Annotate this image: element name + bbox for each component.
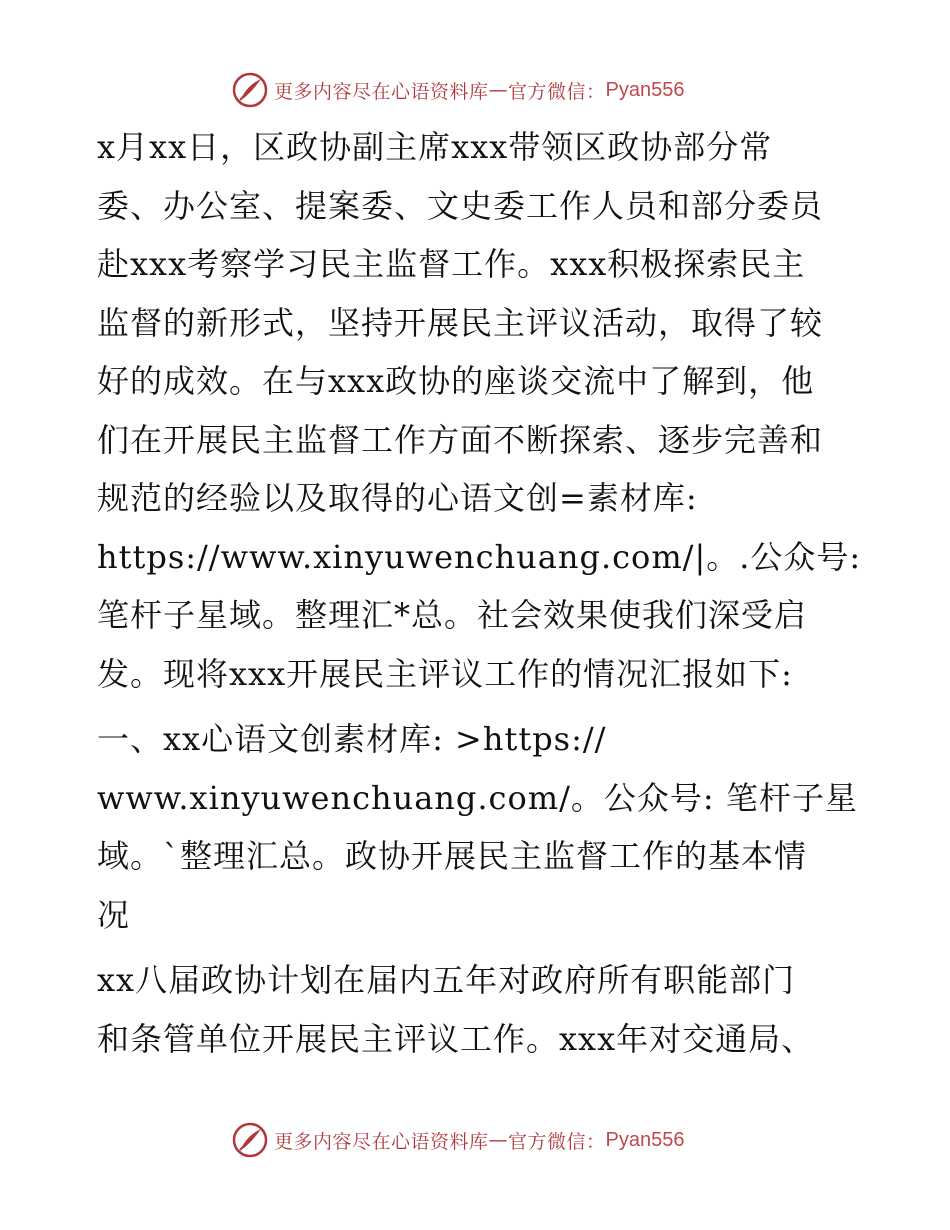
banner-separator: — xyxy=(488,1129,509,1151)
banner-official-label: 官方微信： xyxy=(508,1130,606,1153)
banner-title: 更多内容尽在心语资料库 xyxy=(274,1130,489,1153)
banner-separator: — xyxy=(488,79,509,101)
banner-title: 更多内容尽在心语资料库 xyxy=(274,80,489,103)
banner-wechat-id: Pyan556 xyxy=(605,1128,685,1151)
paragraph-plan: xx八届政协计划在届内五年对政府所有职能部门 和条管单位开展民主评议工作。xxx年对交通局、 xyxy=(97,961,815,1058)
quill-pen-logo-icon xyxy=(232,72,268,108)
footer-watermark-banner xyxy=(232,1120,685,1160)
quill-pen-logo-icon xyxy=(232,1122,268,1158)
header-watermark-banner xyxy=(232,70,685,110)
banner-official-label: 官方微信： xyxy=(508,80,606,103)
document-body xyxy=(97,118,867,1068)
section-heading-one: 一、xx心语文创素材库: >https:// www.xinyuwenchuang.com/。公众号: 笔杆子星 域。`整理汇总。政协开展民主监督工作的基本情 况 xyxy=(97,720,858,934)
banner-wechat-id: Pyan556 xyxy=(605,78,685,101)
paragraph-intro: x月xx日，区政协副主席xxx带领区政协部分常 委、办公室、提案委、文史委工作人员和部分委员 赴xxx考察学习民主监督工作。xxx积极探索民主 监督的新形式，坚持开展民主评议活动，取得了较 好的成效。在与xxx政协的座谈交流中了解到，他 们在开展民主监督工作方面不断探索、逐步完善和 规范的经验以及取得的心语文创=素材库: https://www.xinyuwenchuang.com/|。.公众号: 笔杆子星域。整理汇*总。社会效果使我们深受启 发。现将xxx开展民主评议工作的情况汇报如下: xyxy=(97,128,862,693)
